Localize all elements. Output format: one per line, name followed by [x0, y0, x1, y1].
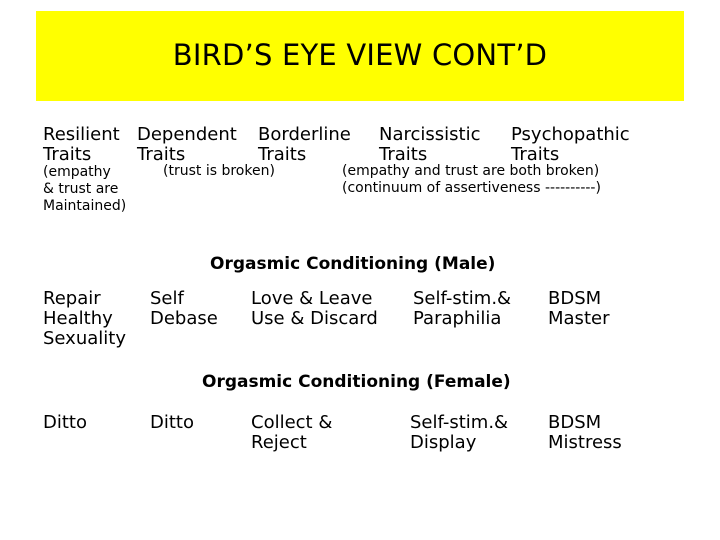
female-section-heading: Orgasmic Conditioning (Female)	[202, 372, 511, 392]
note-dependent: (trust is broken)	[163, 163, 275, 179]
male-item-resilient: Repair Healthy Sexuality	[43, 288, 126, 349]
female-item-narcissistic: Self-stim.& Display	[410, 412, 509, 453]
note-resilient: (empathy & trust are Maintained)	[43, 164, 127, 214]
trait-psychopathic: Psychopathic Traits	[511, 124, 630, 165]
male-section-heading: Orgasmic Conditioning (Male)	[210, 254, 496, 274]
trait-narcissistic: Narcissistic Traits	[379, 124, 481, 165]
trait-borderline: Borderline Traits	[258, 124, 351, 165]
note-narcissistic-line2: (continuum of assertiveness ----------)	[342, 180, 601, 196]
female-item-resilient: Ditto	[43, 412, 87, 433]
female-item-dependent: Ditto	[150, 412, 194, 433]
trait-dependent: Dependent Traits	[137, 124, 237, 165]
title-banner	[36, 11, 684, 101]
slide-title: BIRD’S EYE VIEW CONT’D	[172, 37, 548, 72]
female-item-borderline: Collect & Reject	[251, 412, 333, 453]
male-item-dependent: Self Debase	[150, 288, 218, 329]
male-item-psychopathic: BDSM Master	[548, 288, 610, 329]
trait-resilient: Resilient Traits	[43, 124, 120, 165]
note-narcissistic-line1: (empathy and trust are both broken)	[342, 163, 600, 179]
female-item-psychopathic: BDSM Mistress	[548, 412, 622, 453]
male-item-narcissistic: Self-stim.& Paraphilia	[413, 288, 512, 329]
male-item-borderline: Love & Leave Use & Discard	[251, 288, 378, 329]
